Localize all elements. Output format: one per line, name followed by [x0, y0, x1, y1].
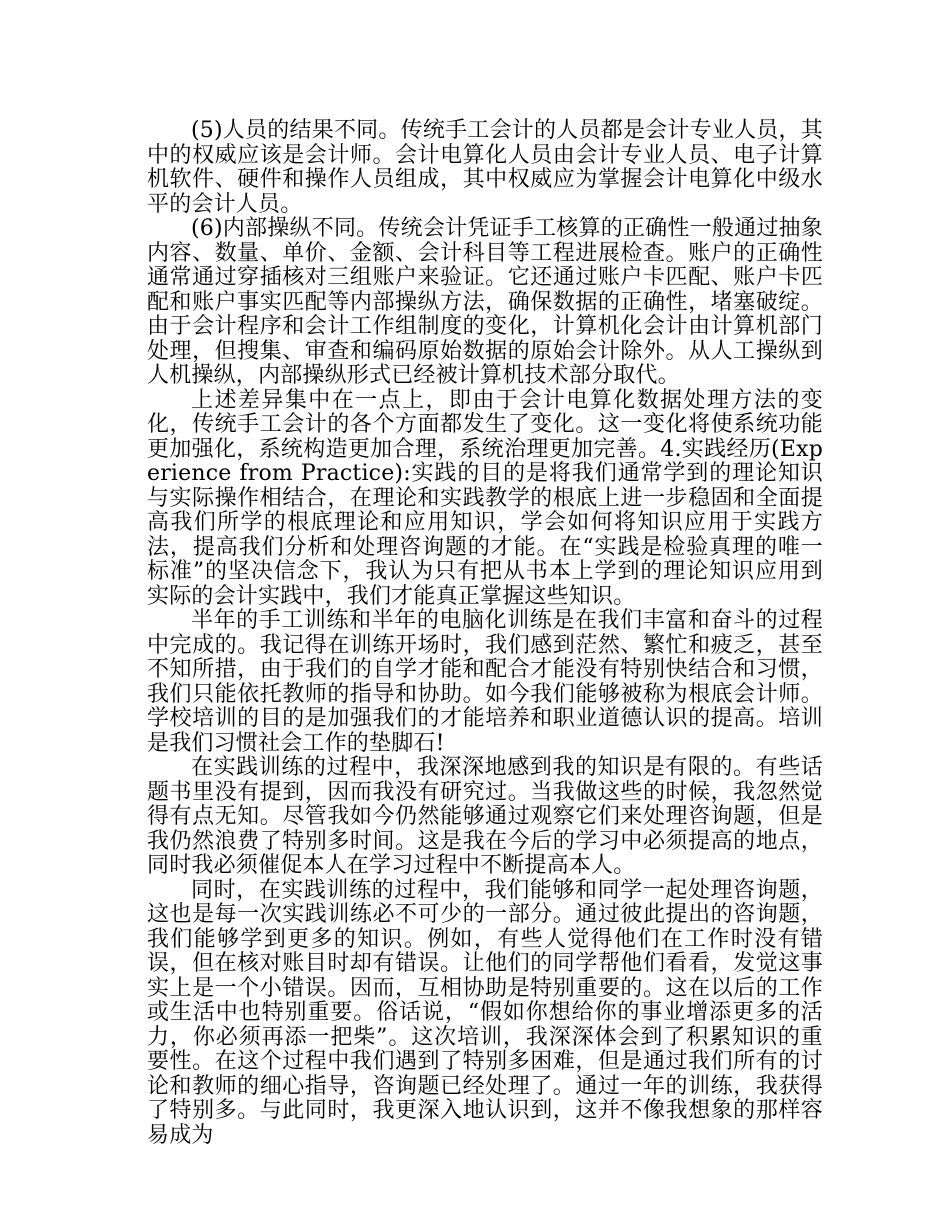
paragraph-limited-knowledge: 在实践训练的过程中，我深深地感到我的知识是有限的。有些话题书里没有提到，因而我没有研究过。当我做这些的时候，我忽然觉得有点无知。尽管我如今仍然能够通过观察它们来处理咨询题，但是我仍然浪费了特别多时间。这是我在今后的学习中必须提高的地点，同时我必须催促本人在学习过程中不断提高本人。: [147, 755, 823, 878]
paragraph-internal-control: (6)内部操纵不同。传统会计凭证手工核算的正确性一般通过抽象内容、数量、单价、金额、会计科目等工程进展检查。账户的正确性通常通过穿插核对三组账户来验证。它还通过账户卡匹配、账户卡匹配和账户事实匹配等内部操纵方法，确保数据的正确性，堵塞破绽。由于会计程序和会计工作组制度的变化，计算机化会计由计算机部门处理，但搜集、审查和编码原始数据的原始会计除外。从人工操纵到人机操纵，内部操纵形式已经被计算机技术部分取代。: [147, 216, 823, 388]
paragraph-personnel: (5)人员的结果不同。传统手工会计的人员都是会计专业人员，其中的权威应该是会计师。会计电算化人员由会计专业人员、电子计算机软件、硬件和操作人员组成，其中权威应为掌握会计电算化中级水平的会计人员。: [147, 118, 823, 217]
paragraph-differences-summary: 上述差异集中在一点上，即由于会计电算化数据处理方法的变化，传统手工会计的各个方面都发生了变化。这一变化将使系统功能更加强化，系统构造更加合理，系统治理更加完善。4.实践经历(Experience from Practice):实践的目的是将我们通常学到的理论知识与实际操作相结合，在理论和实践教学的根底上进一步稳固和全面提高我们所学的根底理论和应用知识，学会如何将知识应用于实践方法，提高我们分析和处理咨询题的才能。在“实践是检验真理的唯一标准”的坚决信念下，我认为只有把从书本上学到的理论知识应用到实际的会计实践中，我们才能真正掌握这些知识。: [147, 387, 823, 609]
paragraph-training-experience: 半年的手工训练和半年的电脑化训练是在我们丰富和奋斗的过程中完成的。我记得在训练开场时，我们感到茫然、繁忙和疲乏，甚至不知所措，由于我们的自学才能和配合才能没有特别快结合和习惯，我们只能依托教师的指导和协助。如今我们能够被称为根底会计师。学校培训的目的是加强我们的才能培养和职业道德认识的提高。培训是我们习惯社会工作的垫脚石!: [147, 608, 823, 756]
paragraph-teamwork: 同时，在实践训练的过程中，我们能够和同学一起处理咨询题，这也是每一次实践训练必不可少的一部分。通过彼此提出的咨询题，我们能够学到更多的知识。例如，有些人觉得他们在工作时没有错误，但在核对账目时却有错误。让他们的同学帮他们看看，发觉这事实上是一个小错误。因而，互相协助是特别重要的。这在以后的工作或生活中也特别重要。俗话说，“假如你想给你的事业增添更多的活力，你必须再添一把柴”。这次培训，我深深体会到了积累知识的重要性。在这个过程中我们遇到了特别多困难，但是通过我们所有的讨论和教师的细心指导，咨询题已经处理了。通过一年的训练，我获得了特别多。与此同时，我更深入地认识到，这并不像我想象的那样容易成为: [147, 877, 823, 1148]
document-page: [147, 119, 823, 1148]
